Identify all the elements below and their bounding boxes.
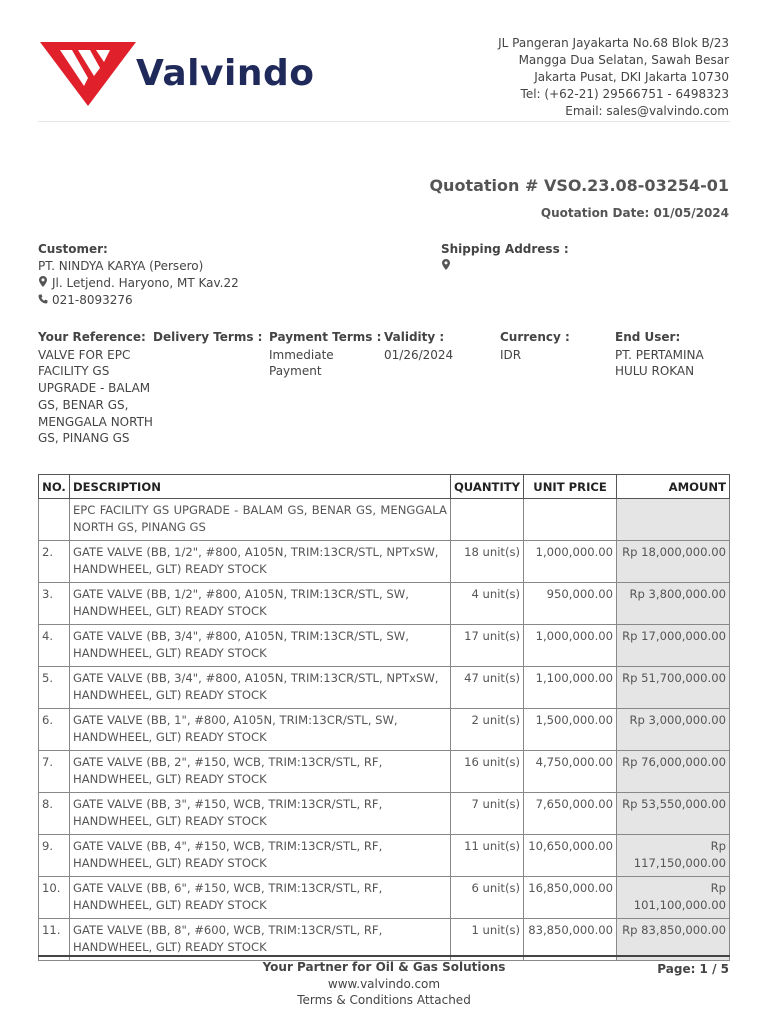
payment-terms-value: Immediate Payment bbox=[269, 347, 334, 379]
cell-description: GATE VALVE (BB, 4", #150, WCB, TRIM:13CR/STL, RF, HANDWHEEL, GLT) READY STOCK bbox=[69, 835, 450, 877]
header-divider bbox=[38, 121, 730, 122]
shipping-label: Shipping Address : bbox=[441, 242, 569, 256]
cell-unit-price: 83,850,000.00 bbox=[524, 919, 617, 961]
quotation-date: Quotation Date: 01/05/2024 bbox=[540, 206, 729, 220]
cell-unit-price: 10,650,000.00 bbox=[524, 835, 617, 877]
cell-amount: Rp 3,800,000.00 bbox=[617, 583, 730, 625]
cell-quantity: 17 unit(s) bbox=[450, 625, 523, 667]
footer-divider bbox=[38, 955, 730, 957]
cell-description: GATE VALVE (BB, 3/4", #800, A105N, TRIM:13CR/STL, SW, HANDWHEEL, GLT) READY STOCK bbox=[69, 625, 450, 667]
customer-phone: 021-8093276 bbox=[52, 293, 133, 307]
page-number: Page: 1 / 5 bbox=[657, 962, 729, 976]
customer-label: Customer: bbox=[38, 242, 108, 256]
cell-quantity: 6 unit(s) bbox=[450, 877, 523, 919]
address-line: Jakarta Pusat, DKI Jakarta 10730 bbox=[534, 70, 729, 84]
validity bbox=[384, 329, 499, 363]
cell-quantity: 7 unit(s) bbox=[450, 793, 523, 835]
cell-no: 11. bbox=[39, 919, 70, 961]
table-row bbox=[39, 625, 730, 667]
cell-unit-price bbox=[524, 499, 617, 541]
cell-amount: Rp 101,100,000.00 bbox=[617, 877, 730, 919]
company-logo bbox=[38, 40, 328, 110]
your-reference-line: MENGGALA NORTH bbox=[38, 414, 153, 429]
table-row bbox=[39, 793, 730, 835]
table-row bbox=[39, 877, 730, 919]
cell-description: GATE VALVE (BB, 2", #150, WCB, TRIM:13CR/STL, RF, HANDWHEEL, GLT) READY STOCK bbox=[69, 751, 450, 793]
cell-unit-price: 1,000,000.00 bbox=[524, 625, 617, 667]
cell-no: 3. bbox=[39, 583, 70, 625]
cell-description: GATE VALVE (BB, 8", #600, WCB, TRIM:13CR/STL, RF, HANDWHEEL, GLT) READY STOCK bbox=[69, 919, 450, 961]
cell-unit-price: 1,500,000.00 bbox=[524, 709, 617, 751]
cell-quantity: 1 unit(s) bbox=[450, 919, 523, 961]
cell-quantity: 16 unit(s) bbox=[450, 751, 523, 793]
shipping-address-line bbox=[441, 258, 569, 275]
customer-phone-line bbox=[38, 292, 239, 309]
cell-quantity: 18 unit(s) bbox=[450, 541, 523, 583]
table-row bbox=[39, 583, 730, 625]
company-phone: Tel: (+62-21) 29566751 - 6498323 bbox=[520, 87, 729, 101]
footer-terms: Terms & Conditions Attached bbox=[297, 993, 471, 1007]
cell-description: GATE VALVE (BB, 1", #800, A105N, TRIM:13CR/STL, SW, HANDWHEEL, GLT) READY STOCK bbox=[69, 709, 450, 751]
your-reference-line: GS, PINANG GS bbox=[38, 431, 130, 446]
cell-amount: Rp 51,700,000.00 bbox=[617, 667, 730, 709]
your-reference-line: UPGRADE - BALAM bbox=[38, 381, 151, 396]
customer-block bbox=[38, 241, 239, 309]
table-row bbox=[39, 835, 730, 877]
cell-amount bbox=[617, 499, 730, 541]
cell-no: 9. bbox=[39, 835, 70, 877]
cell-unit-price: 4,750,000.00 bbox=[524, 751, 617, 793]
cell-no: 8. bbox=[39, 793, 70, 835]
cell-quantity: 11 unit(s) bbox=[450, 835, 523, 877]
column-header-description: DESCRIPTION bbox=[69, 475, 450, 499]
cell-no: 4. bbox=[39, 625, 70, 667]
validity-value: 01/26/2024 bbox=[384, 347, 454, 362]
phone-icon bbox=[38, 292, 48, 309]
footer-website-link[interactable]: www.valvindo.com bbox=[327, 976, 441, 991]
cell-no: 6. bbox=[39, 709, 70, 751]
cell-unit-price: 1,000,000.00 bbox=[524, 541, 617, 583]
cell-amount: Rp 76,000,000.00 bbox=[617, 751, 730, 793]
cell-amount: Rp 117,150,000.00 bbox=[617, 835, 730, 877]
your-reference bbox=[38, 329, 153, 447]
cell-quantity: 4 unit(s) bbox=[450, 583, 523, 625]
your-reference-label: Your Reference: bbox=[38, 330, 146, 344]
cell-amount: Rp 83,850,000.00 bbox=[617, 919, 730, 961]
cell-description: GATE VALVE (BB, 1/2", #800, A105N, TRIM:13CR/STL, SW, HANDWHEEL, GLT) READY STOCK bbox=[69, 583, 450, 625]
map-pin-icon bbox=[38, 275, 48, 292]
company-address bbox=[498, 35, 729, 120]
column-header-unit-price: UNIT PRICE bbox=[524, 475, 617, 499]
your-reference-line: VALVE FOR EPC bbox=[38, 347, 131, 362]
cell-no bbox=[39, 499, 70, 541]
footer bbox=[0, 959, 768, 1009]
valvindo-logo-mark-icon bbox=[38, 40, 138, 110]
cell-description: GATE VALVE (BB, 6", #150, WCB, TRIM:13CR/STL, RF, HANDWHEEL, GLT) READY STOCK bbox=[69, 877, 450, 919]
validity-label: Validity : bbox=[384, 330, 445, 344]
quotation-number: Quotation # VSO.23.08-03254-01 bbox=[429, 176, 729, 195]
address-line: JL Pangeran Jayakarta No.68 Blok B/23 bbox=[498, 36, 729, 50]
cell-amount: Rp 3,000,000.00 bbox=[617, 709, 730, 751]
table-row bbox=[39, 541, 730, 583]
cell-quantity: 2 unit(s) bbox=[450, 709, 523, 751]
cell-no: 7. bbox=[39, 751, 70, 793]
table-row bbox=[39, 709, 730, 751]
cell-unit-price: 16,850,000.00 bbox=[524, 877, 617, 919]
delivery-terms bbox=[153, 329, 268, 347]
cell-no: 10. bbox=[39, 877, 70, 919]
address-line: Mangga Dua Selatan, Sawah Besar bbox=[518, 53, 729, 67]
cell-amount: Rp 17,000,000.00 bbox=[617, 625, 730, 667]
table-header-row bbox=[39, 475, 730, 499]
delivery-terms-label: Delivery Terms : bbox=[153, 330, 263, 344]
cell-description: GATE VALVE (BB, 1/2", #800, A105N, TRIM:13CR/STL, NPTxSW, HANDWHEEL, GLT) READY STOCK bbox=[69, 541, 450, 583]
cell-quantity: 47 unit(s) bbox=[450, 667, 523, 709]
end-user-label: End User: bbox=[615, 330, 681, 344]
cell-unit-price: 1,100,000.00 bbox=[524, 667, 617, 709]
payment-terms-label: Payment Terms : bbox=[269, 330, 382, 344]
items-table bbox=[38, 474, 730, 961]
cell-unit-price: 7,650,000.00 bbox=[524, 793, 617, 835]
cell-amount: Rp 18,000,000.00 bbox=[617, 541, 730, 583]
your-reference-line: FACILITY GS bbox=[38, 364, 110, 379]
cell-quantity bbox=[450, 499, 523, 541]
map-pin-icon bbox=[441, 258, 451, 275]
end-user-line: HULU ROKAN bbox=[615, 364, 695, 379]
table-row bbox=[39, 667, 730, 709]
table-row bbox=[39, 751, 730, 793]
cell-description: EPC FACILITY GS UPGRADE - BALAM GS, BENAR GS, MENGGALA NORTH GS, PINANG GS bbox=[69, 499, 450, 541]
column-header-quantity: QUANTITY bbox=[450, 475, 523, 499]
currency bbox=[500, 329, 615, 363]
cell-description: GATE VALVE (BB, 3", #150, WCB, TRIM:13CR/STL, RF, HANDWHEEL, GLT) READY STOCK bbox=[69, 793, 450, 835]
end-user bbox=[615, 329, 730, 380]
customer-name: PT. NINDYA KARYA (Persero) bbox=[38, 259, 204, 273]
column-header-amount: AMOUNT bbox=[617, 475, 730, 499]
brand-name: Valvindo bbox=[136, 53, 315, 94]
cell-description: GATE VALVE (BB, 3/4", #800, A105N, TRIM:13CR/STL, NPTxSW, HANDWHEEL, GLT) READY STOCK bbox=[69, 667, 450, 709]
currency-value: IDR bbox=[500, 347, 522, 362]
footer-tagline: Your Partner for Oil & Gas Solutions bbox=[262, 960, 506, 974]
cell-unit-price: 950,000.00 bbox=[524, 583, 617, 625]
end-user-line: PT. PERTAMINA bbox=[615, 347, 704, 362]
payment-terms bbox=[269, 329, 384, 380]
currency-label: Currency : bbox=[500, 330, 570, 344]
shipping-block bbox=[441, 241, 569, 275]
cell-amount: Rp 53,550,000.00 bbox=[617, 793, 730, 835]
your-reference-line: GS, BENAR GS, bbox=[38, 397, 129, 412]
company-email[interactable]: Email: sales@valvindo.com bbox=[565, 104, 729, 118]
cell-no: 2. bbox=[39, 541, 70, 583]
cell-no: 5. bbox=[39, 667, 70, 709]
table-row bbox=[39, 499, 730, 541]
customer-address: Jl. Letjend. Haryono, MT Kav.22 bbox=[52, 276, 239, 290]
customer-address-line bbox=[38, 275, 239, 292]
column-header-no: NO. bbox=[39, 475, 70, 499]
